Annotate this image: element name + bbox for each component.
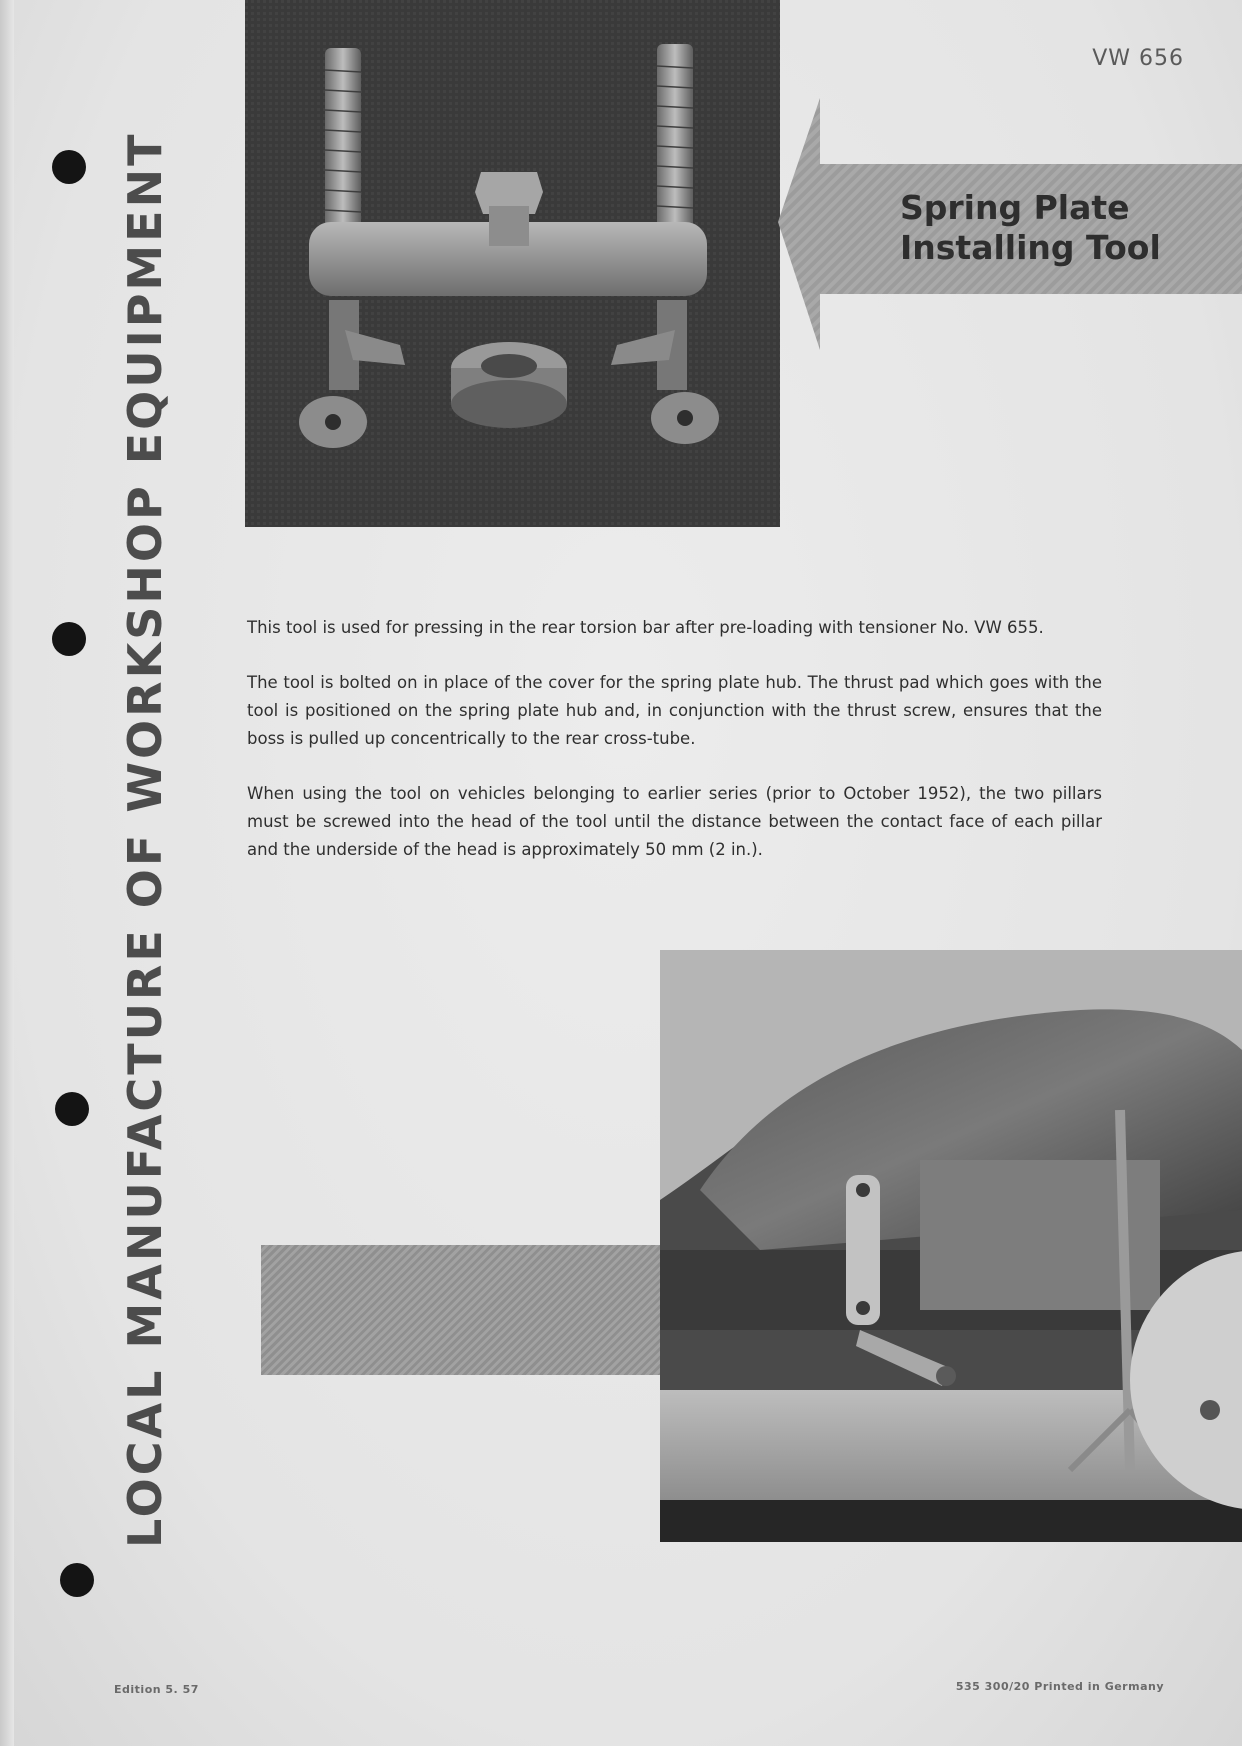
punch-hole-2 xyxy=(52,622,86,656)
page-left-edge xyxy=(0,0,14,1746)
paragraph-3: When using the tool on vehicles belonging to earlier series (prior to October 1952), the two pillars must be screwed into the head of the tool until the distance between the contact face of each pillar and the underside of the head is approximately 50 mm (2 in.). xyxy=(247,784,1102,859)
vehicle-photo-illustration xyxy=(660,950,1242,1542)
side-title: LOCAL MANUFACTURE OF WORKSHOP EQUIPMENT xyxy=(118,131,172,1548)
footer-print-info: 535 300/20 Printed in Germany xyxy=(955,1680,1164,1693)
document-number: VW 656 xyxy=(1092,46,1184,71)
paragraph-1: This tool is used for pressing in the rear torsion bar after pre-loading with tensioner No. VW 655. xyxy=(247,618,1044,637)
page-heading xyxy=(900,188,1161,268)
punch-hole-1 xyxy=(52,150,86,184)
gray-band xyxy=(261,1245,661,1375)
vehicle-photo xyxy=(660,950,1242,1542)
tool-photo xyxy=(245,0,780,527)
heading-line-2: Installing Tool xyxy=(900,228,1161,267)
body-text xyxy=(247,614,1102,891)
footer-edition: Edition 5. 57 xyxy=(114,1683,199,1696)
paragraph-2: The tool is bolted on in place of the cover for the spring plate hub. The thrust pad which goes with the tool is positioned on the spring plate hub and, in conjunction with the thrust screw, ensures that the boss is pulled up concentrically to the rear cross-tube. xyxy=(247,673,1102,748)
heading-line-1: Spring Plate xyxy=(900,188,1130,227)
punch-hole-3 xyxy=(55,1092,89,1126)
tool-photo-illustration xyxy=(245,0,780,527)
punch-hole-4 xyxy=(60,1563,94,1597)
